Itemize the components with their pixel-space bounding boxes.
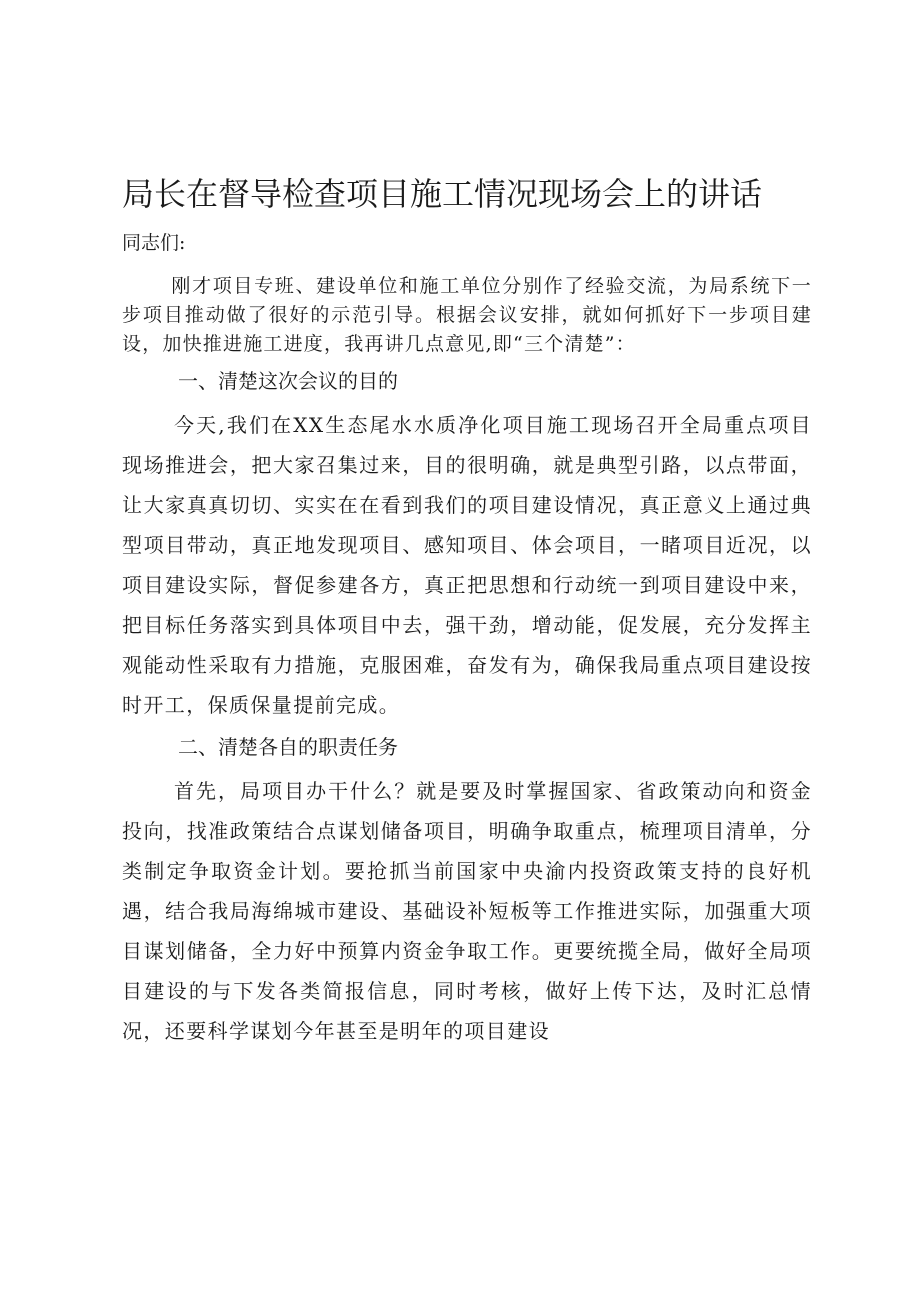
section-paragraph: 今天,我们在XX生态尾水水质净化项目施工现场召开全局重点项目现场推进会，把大家召集过来，目的很明确，就是典型引路，以点带面，让大家真真切切、实实在在看到我们的项目建设情况，真正意义上通过典型项目带动，真正地发现项目、感知项目、体会项目，一睹项目近况，以项目建设实际，督促参建各方，真正把思想和行动统一到项目建设中来，把目标任务落实到具体项目中去，强干劲，增动能，促发展，充分发挥主观能动性采取有力措施，克服困难，奋发有为，确保我局重点项目建设按时开工，保质保量提前完成。 <box>122 413 812 717</box>
section-2 <box>122 729 812 1051</box>
intro-paragraph: 刚才项目专班、建设单位和施工单位分别作了经验交流，为局系统下一步项目推动做了很好的示范引导。根据会议安排，就如何抓好下一步项目建设，加快推进施工进度，我再讲几点意见,即“三个清楚”： <box>122 275 812 355</box>
document-title: 局长在督导检查项目施工情况现场会上的讲话 <box>122 175 763 213</box>
section-heading: 一、清楚这次会议的目的 <box>178 369 398 393</box>
section-heading: 二、清楚各自的职责任务 <box>178 735 398 759</box>
section-1 <box>122 363 812 725</box>
section-paragraph: 首先，局项目办干什么？就是要及时掌握国家、省政策动向和资金投向，找准政策结合点谋划储备项目，明确争取重点，梳理项目清单，分类制定争取资金计划。要抢抓当前国家中央渝内投资政策支持的良好机遇，结合我局海绵城市建设、基础设补短板等工作推进实际，加强重大项目谋划储备，全力好中预算内资金争取工作。更要统揽全局，做好全局项目建设的与下发各类简报信息，同时考核，做好上传下达，及时汇总情况，还要科学谋划今年甚至是明年的项目建设 <box>122 779 812 1043</box>
document-page <box>122 170 812 1055</box>
salutation: 同志们: <box>122 232 186 254</box>
